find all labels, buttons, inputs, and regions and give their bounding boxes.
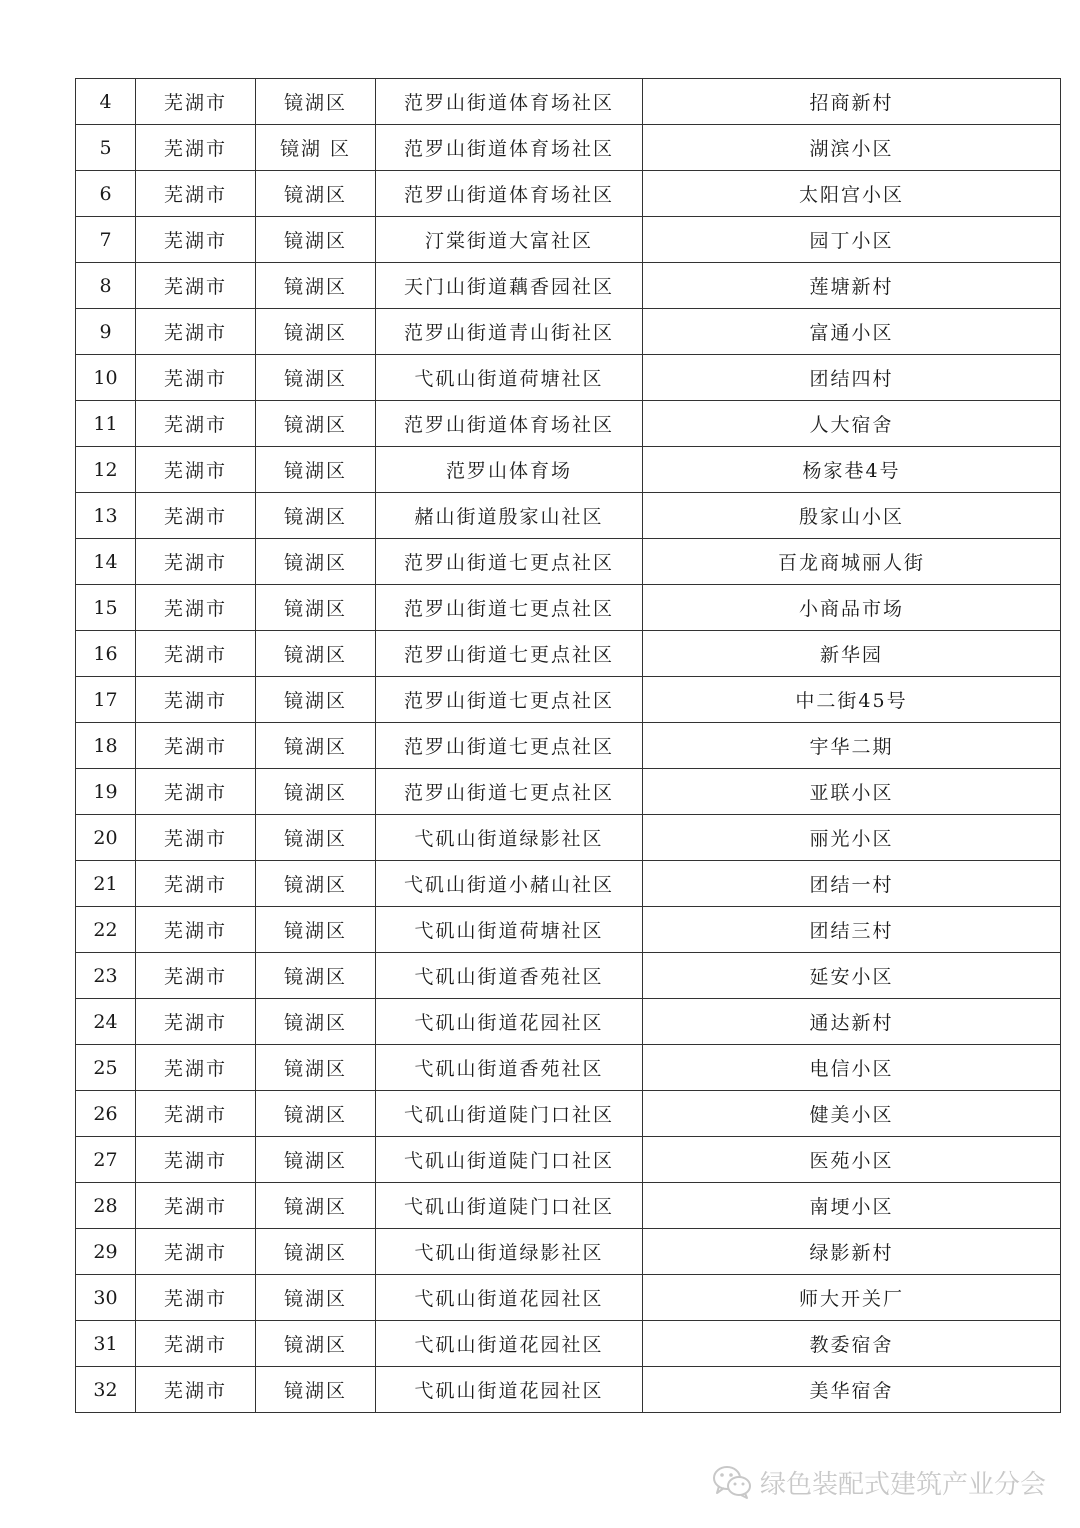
residential-area-cell: 杨家巷4号 <box>643 447 1061 493</box>
residential-area-cell: 亚联小区 <box>643 769 1061 815</box>
wechat-icon <box>712 1464 752 1500</box>
city-cell: 芜湖市 <box>136 999 256 1045</box>
city-cell: 芜湖市 <box>136 217 256 263</box>
district-cell: 镜湖区 <box>256 539 376 585</box>
city-cell: 芜湖市 <box>136 1045 256 1091</box>
district-cell: 镜湖区 <box>256 677 376 723</box>
table-row <box>76 447 1061 493</box>
residential-area-cell: 绿影新村 <box>643 1229 1061 1275</box>
table-row <box>76 493 1061 539</box>
district-cell: 镜湖区 <box>256 447 376 493</box>
residential-area-cell: 宇华二期 <box>643 723 1061 769</box>
street-community-cell: 天门山街道藕香园社区 <box>376 263 643 309</box>
table-row <box>76 1367 1061 1413</box>
residential-area-cell: 南埂小区 <box>643 1183 1061 1229</box>
watermark-text: 绿色装配式建筑产业分会 <box>760 1469 1047 1500</box>
row-number: 13 <box>76 493 136 539</box>
city-cell: 芜湖市 <box>136 1275 256 1321</box>
district-cell: 镜湖区 <box>256 309 376 355</box>
city-cell: 芜湖市 <box>136 401 256 447</box>
street-community-cell: 范罗山街道七更点社区 <box>376 723 643 769</box>
district-cell: 镜湖区 <box>256 907 376 953</box>
street-community-cell: 范罗山街道体育场社区 <box>376 125 643 171</box>
row-number: 8 <box>76 263 136 309</box>
district-cell: 镜湖区 <box>256 1183 376 1229</box>
table-row <box>76 309 1061 355</box>
table-row <box>76 1137 1061 1183</box>
street-community-cell: 范罗山街道七更点社区 <box>376 631 643 677</box>
table-row <box>76 677 1061 723</box>
row-number: 24 <box>76 999 136 1045</box>
table-row <box>76 263 1061 309</box>
row-number: 29 <box>76 1229 136 1275</box>
row-number: 5 <box>76 125 136 171</box>
row-number: 16 <box>76 631 136 677</box>
district-cell: 镜湖区 <box>256 1229 376 1275</box>
residential-area-cell: 招商新村 <box>643 79 1061 125</box>
row-number: 22 <box>76 907 136 953</box>
street-community-cell: 范罗山街道七更点社区 <box>376 539 643 585</box>
row-number: 25 <box>76 1045 136 1091</box>
street-community-cell: 范罗山街道体育场社区 <box>376 171 643 217</box>
district-cell: 镜湖区 <box>256 769 376 815</box>
street-community-cell: 范罗山街道体育场社区 <box>376 401 643 447</box>
table-row <box>76 769 1061 815</box>
city-cell: 芜湖市 <box>136 723 256 769</box>
residential-area-cell: 健美小区 <box>643 1091 1061 1137</box>
district-cell: 镜湖区 <box>256 861 376 907</box>
row-number: 12 <box>76 447 136 493</box>
residential-area-cell: 团结三村 <box>643 907 1061 953</box>
district-cell: 镜湖区 <box>256 1137 376 1183</box>
city-cell: 芜湖市 <box>136 815 256 861</box>
street-community-cell: 弋矶山街道荷塘社区 <box>376 907 643 953</box>
residential-area-cell: 通达新村 <box>643 999 1061 1045</box>
district-cell: 镜湖区 <box>256 493 376 539</box>
street-community-cell: 弋矶山街道花园社区 <box>376 999 643 1045</box>
street-community-cell: 弋矶山街道花园社区 <box>376 1367 643 1413</box>
city-cell: 芜湖市 <box>136 171 256 217</box>
residential-area-cell: 团结一村 <box>643 861 1061 907</box>
row-number: 31 <box>76 1321 136 1367</box>
street-community-cell: 弋矶山街道香苑社区 <box>376 953 643 999</box>
district-cell: 镜湖区 <box>256 1275 376 1321</box>
street-community-cell: 弋矶山街道花园社区 <box>376 1321 643 1367</box>
city-cell: 芜湖市 <box>136 953 256 999</box>
row-number: 11 <box>76 401 136 447</box>
residential-area-cell: 新华园 <box>643 631 1061 677</box>
city-cell: 芜湖市 <box>136 309 256 355</box>
district-cell: 镜湖区 <box>256 953 376 999</box>
district-cell: 镜湖区 <box>256 631 376 677</box>
street-community-cell: 范罗山街道七更点社区 <box>376 585 643 631</box>
table-row <box>76 355 1061 401</box>
residential-area-cell: 小商品市场 <box>643 585 1061 631</box>
street-community-cell: 赭山街道殷家山社区 <box>376 493 643 539</box>
city-cell: 芜湖市 <box>136 355 256 401</box>
district-cell: 镜湖区 <box>256 723 376 769</box>
row-number: 21 <box>76 861 136 907</box>
watermark <box>712 1462 1046 1502</box>
row-number: 30 <box>76 1275 136 1321</box>
street-community-cell: 弋矶山街道香苑社区 <box>376 1045 643 1091</box>
district-cell: 镜湖区 <box>256 999 376 1045</box>
district-cell: 镜湖区 <box>256 585 376 631</box>
row-number: 26 <box>76 1091 136 1137</box>
street-community-cell: 弋矶山街道绿影社区 <box>376 1229 643 1275</box>
row-number: 27 <box>76 1137 136 1183</box>
residential-area-cell: 师大开关厂 <box>643 1275 1061 1321</box>
city-cell: 芜湖市 <box>136 125 256 171</box>
row-number: 7 <box>76 217 136 263</box>
row-number: 20 <box>76 815 136 861</box>
residential-area-cell: 医苑小区 <box>643 1137 1061 1183</box>
residential-area-cell: 殷家山小区 <box>643 493 1061 539</box>
row-number: 10 <box>76 355 136 401</box>
row-number: 17 <box>76 677 136 723</box>
district-cell: 镜湖区 <box>256 217 376 263</box>
table-row <box>76 907 1061 953</box>
city-cell: 芜湖市 <box>136 1091 256 1137</box>
table-row <box>76 217 1061 263</box>
residential-area-cell: 太阳宫小区 <box>643 171 1061 217</box>
table-row <box>76 585 1061 631</box>
row-number: 4 <box>76 79 136 125</box>
street-community-cell: 弋矶山街道小赭山社区 <box>376 861 643 907</box>
city-cell: 芜湖市 <box>136 79 256 125</box>
district-cell: 镜湖区 <box>256 1367 376 1413</box>
table-row <box>76 631 1061 677</box>
table-row <box>76 125 1061 171</box>
city-cell: 芜湖市 <box>136 769 256 815</box>
street-community-cell: 范罗山街道七更点社区 <box>376 769 643 815</box>
residential-area-cell: 团结四村 <box>643 355 1061 401</box>
residential-area-cell: 延安小区 <box>643 953 1061 999</box>
table-body <box>76 79 1061 1413</box>
table-row <box>76 1183 1061 1229</box>
table-row <box>76 1275 1061 1321</box>
table-row <box>76 1321 1061 1367</box>
residential-area-cell: 教委宿舍 <box>643 1321 1061 1367</box>
street-community-cell: 范罗山体育场 <box>376 447 643 493</box>
district-cell: 镜湖区 <box>256 815 376 861</box>
street-community-cell: 范罗山街道体育场社区 <box>376 79 643 125</box>
street-community-cell: 弋矶山街道荷塘社区 <box>376 355 643 401</box>
district-cell: 镜湖区 <box>256 171 376 217</box>
row-number: 23 <box>76 953 136 999</box>
street-community-cell: 弋矶山街道绿影社区 <box>376 815 643 861</box>
city-cell: 芜湖市 <box>136 677 256 723</box>
row-number: 32 <box>76 1367 136 1413</box>
row-number: 9 <box>76 309 136 355</box>
city-cell: 芜湖市 <box>136 1137 256 1183</box>
city-cell: 芜湖市 <box>136 263 256 309</box>
city-cell: 芜湖市 <box>136 861 256 907</box>
city-cell: 芜湖市 <box>136 907 256 953</box>
row-number: 14 <box>76 539 136 585</box>
residential-area-cell: 莲塘新村 <box>643 263 1061 309</box>
row-number: 28 <box>76 1183 136 1229</box>
table-row <box>76 401 1061 447</box>
city-cell: 芜湖市 <box>136 447 256 493</box>
district-cell: 镜湖区 <box>256 355 376 401</box>
residential-area-cell: 百龙商城丽人街 <box>643 539 1061 585</box>
street-community-cell: 弋矶山街道陡门口社区 <box>376 1183 643 1229</box>
city-cell: 芜湖市 <box>136 1367 256 1413</box>
table-row <box>76 539 1061 585</box>
district-cell: 镜湖区 <box>256 401 376 447</box>
district-cell: 镜湖区 <box>256 263 376 309</box>
city-cell: 芜湖市 <box>136 493 256 539</box>
residential-area-cell: 丽光小区 <box>643 815 1061 861</box>
district-cell: 镜湖区 <box>256 79 376 125</box>
table-row <box>76 723 1061 769</box>
row-number: 18 <box>76 723 136 769</box>
district-cell: 镜湖区 <box>256 1091 376 1137</box>
table-row <box>76 1229 1061 1275</box>
residential-area-cell: 电信小区 <box>643 1045 1061 1091</box>
city-cell: 芜湖市 <box>136 539 256 585</box>
city-cell: 芜湖市 <box>136 631 256 677</box>
table-row <box>76 1091 1061 1137</box>
table-row <box>76 953 1061 999</box>
residential-area-cell: 中二街45号 <box>643 677 1061 723</box>
residential-area-cell: 湖滨小区 <box>643 125 1061 171</box>
street-community-cell: 弋矶山街道陡门口社区 <box>376 1091 643 1137</box>
street-community-cell: 汀棠街道大富社区 <box>376 217 643 263</box>
city-cell: 芜湖市 <box>136 1229 256 1275</box>
street-community-cell: 范罗山街道七更点社区 <box>376 677 643 723</box>
row-number: 19 <box>76 769 136 815</box>
residential-area-cell: 美华宿舍 <box>643 1367 1061 1413</box>
table-row <box>76 815 1061 861</box>
table-row <box>76 1045 1061 1091</box>
city-cell: 芜湖市 <box>136 585 256 631</box>
district-cell: 镜湖区 <box>256 1045 376 1091</box>
district-cell: 镜湖区 <box>256 1321 376 1367</box>
row-number: 15 <box>76 585 136 631</box>
table-row <box>76 79 1061 125</box>
street-community-cell: 弋矶山街道花园社区 <box>376 1275 643 1321</box>
table-row <box>76 171 1061 217</box>
table-row <box>76 861 1061 907</box>
residential-area-cell: 人大宿舍 <box>643 401 1061 447</box>
residential-area-cell: 园丁小区 <box>643 217 1061 263</box>
city-cell: 芜湖市 <box>136 1183 256 1229</box>
street-community-cell: 弋矶山街道陡门口社区 <box>376 1137 643 1183</box>
table-row <box>76 999 1061 1045</box>
community-table <box>75 78 1061 1413</box>
street-community-cell: 范罗山街道青山街社区 <box>376 309 643 355</box>
district-cell: 镜湖 区 <box>256 125 376 171</box>
row-number: 6 <box>76 171 136 217</box>
residential-area-cell: 富通小区 <box>643 309 1061 355</box>
city-cell: 芜湖市 <box>136 1321 256 1367</box>
